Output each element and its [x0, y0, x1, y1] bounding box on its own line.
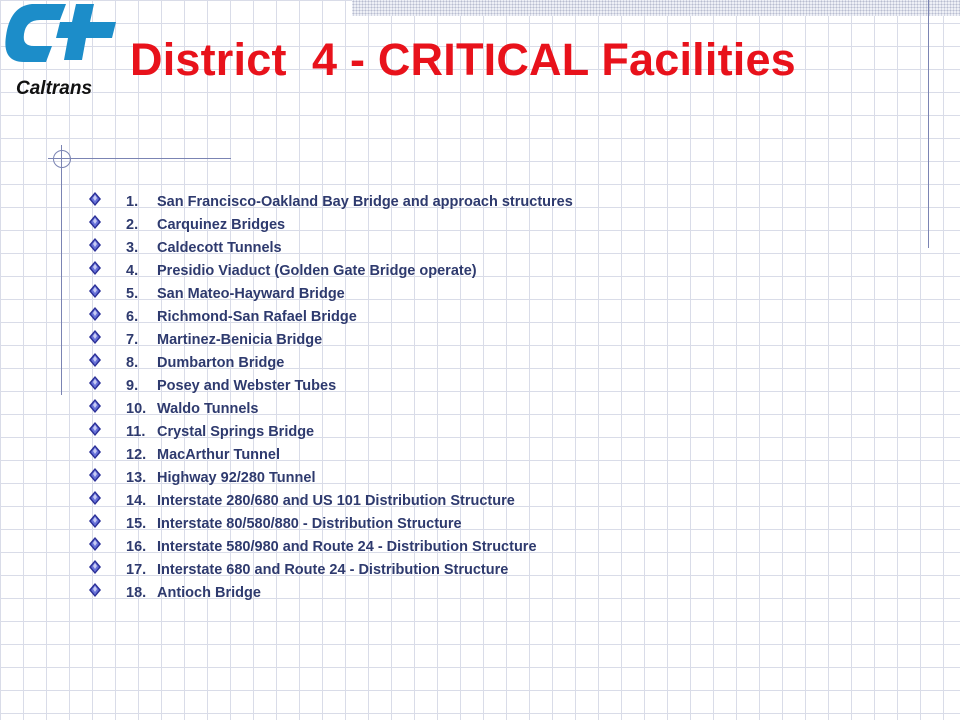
item-number: 11.: [126, 423, 146, 440]
list-item: [88, 397, 573, 420]
item-number: 16.: [126, 538, 147, 555]
item-number: 7.: [126, 331, 139, 348]
item-text: San Francisco-Oakland Bay Bridge and approach structures: [157, 193, 573, 210]
list-item: [88, 190, 573, 213]
item-text: Interstate 580/980 and Route 24 - Distribution Structure: [157, 538, 537, 555]
list-item: [88, 351, 573, 374]
item-number: 2.: [126, 216, 139, 233]
item-number: 17.: [126, 561, 147, 578]
caltrans-logo-icon: [2, 2, 122, 102]
list-item: [88, 259, 573, 282]
item-text: Waldo Tunnels: [157, 400, 259, 417]
list-item: [88, 466, 573, 489]
diamond-bullet-icon: [88, 445, 102, 459]
list-item: [88, 535, 573, 558]
item-number: 18.: [126, 584, 147, 601]
item-number: 8.: [126, 354, 139, 371]
list-item: [88, 512, 573, 535]
ornament-horizontal-line: [48, 158, 231, 159]
item-text: Highway 92/280 Tunnel: [157, 469, 316, 486]
diamond-bullet-icon: [88, 261, 102, 275]
page-title: District 4 - CRITICAL Facilities: [130, 34, 796, 85]
list-item: [88, 420, 573, 443]
item-text: Richmond-San Rafael Bridge: [157, 308, 357, 325]
diamond-bullet-icon: [88, 307, 102, 321]
diamond-bullet-icon: [88, 422, 102, 436]
diamond-bullet-icon: [88, 583, 102, 597]
diamond-bullet-icon: [88, 330, 102, 344]
list-item: [88, 213, 573, 236]
list-item: [88, 328, 573, 351]
list-item: [88, 581, 573, 604]
diamond-bullet-icon: [88, 215, 102, 229]
item-text: MacArthur Tunnel: [157, 446, 280, 463]
item-number: 4.: [126, 262, 139, 279]
list-item: [88, 305, 573, 328]
item-number: 5.: [126, 285, 139, 302]
item-number: 6.: [126, 308, 139, 325]
item-number: 15.: [126, 515, 147, 532]
diamond-bullet-icon: [88, 491, 102, 505]
diamond-bullet-icon: [88, 238, 102, 252]
item-text: San Mateo-Hayward Bridge: [157, 285, 345, 302]
list-item: [88, 236, 573, 259]
item-text: Interstate 680 and Route 24 - Distribution Structure: [157, 561, 509, 578]
diamond-bullet-icon: [88, 192, 102, 206]
ornament-vertical-line: [61, 145, 62, 395]
item-number: 14.: [126, 492, 147, 509]
logo-wordmark: Caltrans: [16, 78, 93, 99]
list-item: [88, 443, 573, 466]
list-item: [88, 558, 573, 581]
caltrans-logo: [2, 2, 122, 102]
diamond-bullet-icon: [88, 560, 102, 574]
facility-list: [88, 190, 573, 604]
diamond-bullet-icon: [88, 537, 102, 551]
item-text: Crystal Springs Bridge: [157, 423, 315, 440]
list-item: [88, 282, 573, 305]
item-number: 3.: [126, 239, 139, 256]
item-text: Interstate 80/580/880 - Distribution Structure: [157, 515, 462, 532]
item-text: Antioch Bridge: [157, 584, 261, 601]
top-pattern-band: [352, 0, 960, 16]
diamond-bullet-icon: [88, 376, 102, 390]
list-item: [88, 489, 573, 512]
list-item: [88, 374, 573, 397]
ornament-circle: [53, 150, 71, 168]
item-text: Interstate 280/680 and US 101 Distribution Structure: [157, 492, 515, 509]
diamond-bullet-icon: [88, 514, 102, 528]
item-text: Presidio Viaduct (Golden Gate Bridge operate): [157, 262, 477, 279]
item-text: Dumbarton Bridge: [157, 354, 285, 371]
item-text: Martinez-Benicia Bridge: [157, 331, 323, 348]
item-number: 1.: [126, 193, 139, 210]
diamond-bullet-icon: [88, 284, 102, 298]
item-text: Caldecott Tunnels: [157, 239, 282, 256]
item-number: 10.: [126, 400, 147, 417]
item-number: 13.: [126, 469, 147, 486]
diamond-bullet-icon: [88, 399, 102, 413]
item-number: 9.: [126, 377, 139, 394]
diamond-bullet-icon: [88, 468, 102, 482]
item-text: Posey and Webster Tubes: [157, 377, 337, 394]
item-text: Carquinez Bridges: [157, 216, 286, 233]
item-number: 12.: [126, 446, 147, 463]
right-divider: [928, 0, 929, 248]
diamond-bullet-icon: [88, 353, 102, 367]
